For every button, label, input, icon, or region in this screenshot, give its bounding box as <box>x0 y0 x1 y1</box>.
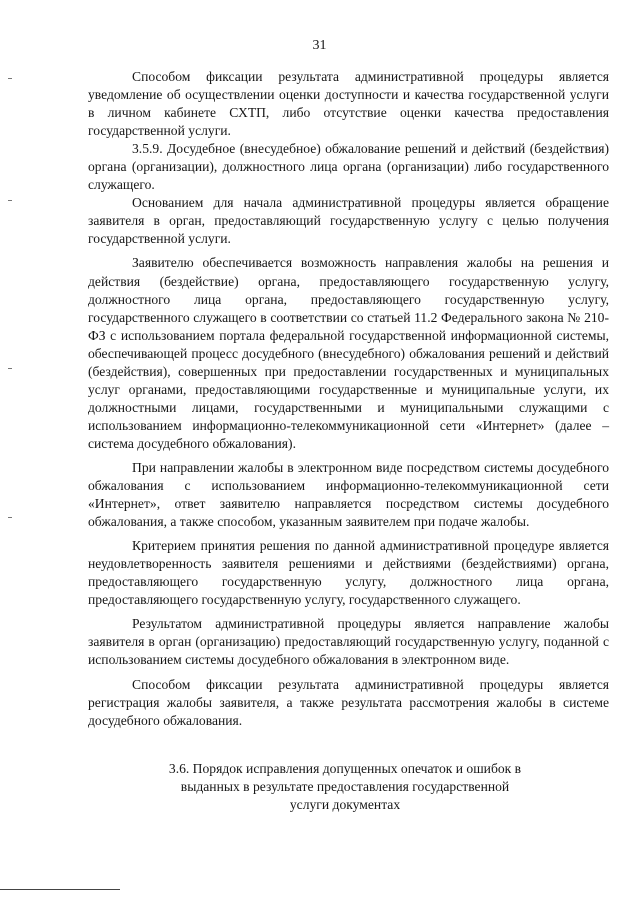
scan-mark <box>8 78 12 79</box>
paragraph: Способом фиксации результата административной процедуры является уведомление об осуществлении оценки доступности и качества государственной услуги в личном кабинете СХТП, либо отсутствие оценки качества предоставления государственной услуги. <box>88 69 609 139</box>
section-heading <box>120 760 570 814</box>
section-heading-line: 3.6. Порядок исправления допущенных опечаток и ошибок в <box>168 761 522 776</box>
paragraph: Результатом административной процедуры является направление жалобы заявителя в орган (организацию) предоставляющий государственную услугу, поданной с использованием системы досудебного обжалования в электронном виде. <box>88 616 609 668</box>
document-body <box>88 68 609 736</box>
paragraph: 3.5.9. Досудебное (внесудебное) обжалование решений и действий (бездействия) органа (организации), должностного лица органа (организации) либо государственного служащего. <box>88 141 609 193</box>
page-number: 31 <box>312 38 327 53</box>
footnote-separator <box>0 889 120 890</box>
section-heading-line: услуги документах <box>289 797 401 812</box>
paragraph: При направлении жалобы в электронном виде посредством системы досудебного обжалования с использованием информационно-телекоммуникационной сети «Интернет», ответ заявителю направляется посредством системы досудебного обжалования, а также способом, указанным заявителем при подаче жалобы. <box>88 459 609 530</box>
paragraph: Основанием для начала административной процедуры является обращение заявителя в орган, предоставляющий государственную услугу с целью получения государственной услуги. <box>88 195 609 247</box>
scan-mark <box>8 200 12 201</box>
paragraph: Критерием принятия решения по данной административной процедуре является неудовлетворенность заявителя решениями и действиями (бездействиями) органа, предоставляющего государственную услугу, должностного лица органа, предоставляющего государственную услугу, государственного служащего. <box>88 538 609 608</box>
paragraph: Способом фиксации результата административной процедуры является регистрация жалобы заявителя, а также результата рассмотрения жалобы в системе досудебного обжалования. <box>88 676 609 728</box>
paragraph: Заявителю обеспечивается возможность направления жалобы на решения и действия (бездействие) органа, предоставляющего государственную услугу, должностного лица органа, предоставляющего государственную услугу, государственного служащего в соответствии со статьей 11.2 Федерального закона № 210-ФЗ с использованием портала федеральной государственной информационной системы, обеспечивающей процесс досудебного (внесудебного) обжалования решений и действий (бездействия), совершенных при предоставлении государственных и муниципальных услуг органами, предоставляющими государственные и муниципальные услуги, их должностными лицами, государственными и муниципальными служащими с использованием информационно-телекоммуникационной сети «Интернет» (далее – система досудебного обжалования). <box>88 255 609 451</box>
scan-mark <box>8 517 12 518</box>
scan-mark <box>8 368 12 369</box>
section-heading-line: выданных в результате предоставления государственной <box>180 779 510 794</box>
